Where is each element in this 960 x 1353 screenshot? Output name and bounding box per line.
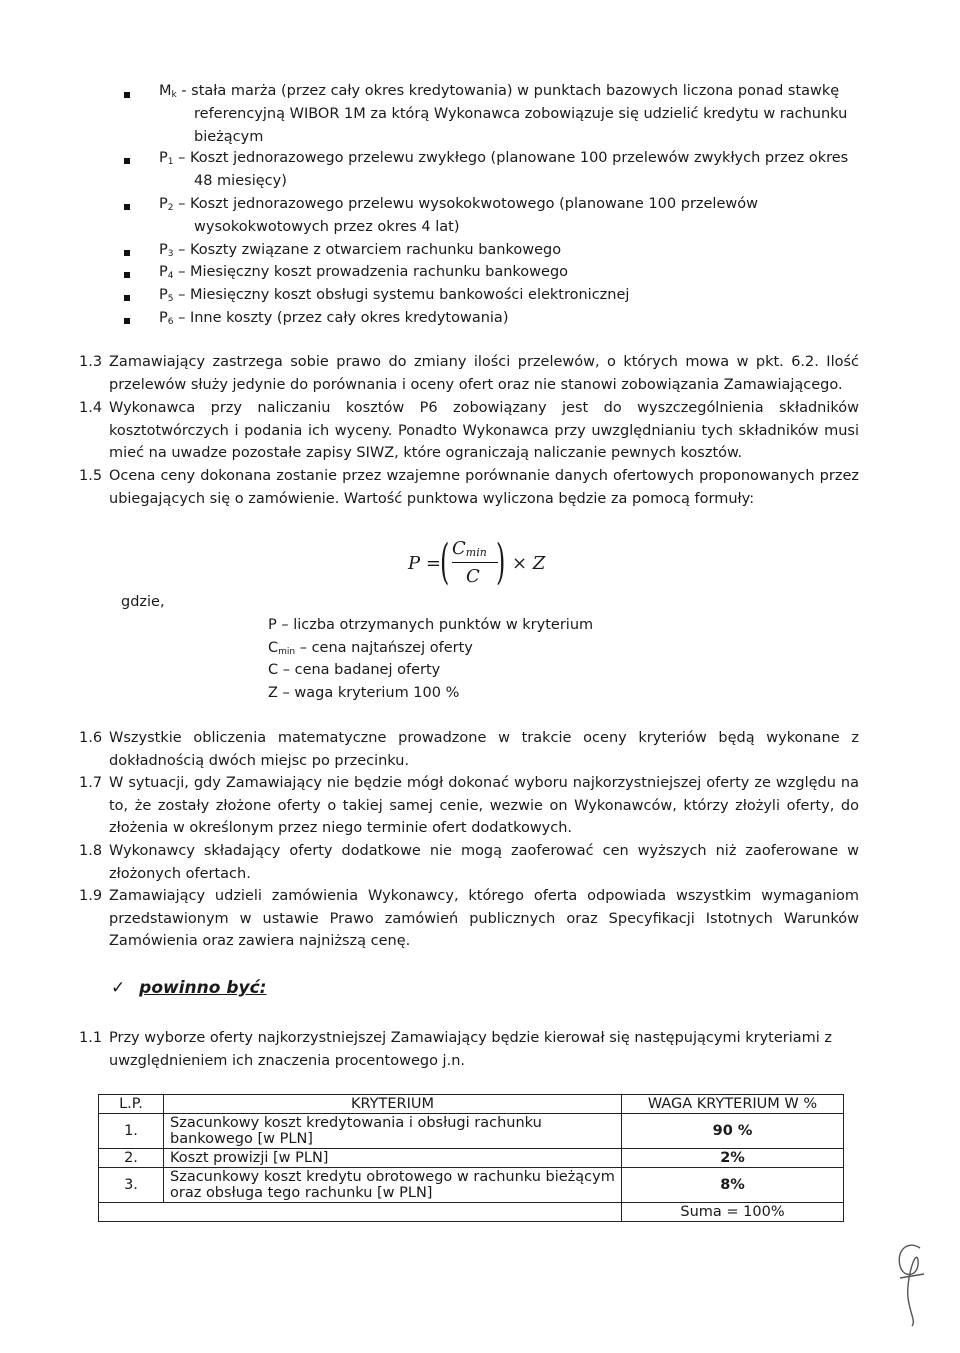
paragraph-1-3 [79,351,859,396]
cell-empty [99,1203,164,1222]
bullet-marker [124,318,130,324]
table-row [99,1114,844,1149]
header-criterion: KRYTERIUM [164,1095,622,1114]
paragraph-number: 1.6 [79,730,103,746]
cell-sum: Suma = 100% [622,1203,844,1222]
bullet-marker [124,272,130,278]
paragraph-1-7 [79,772,859,840]
paragraph-1-4 [79,397,859,465]
formula-denominator: C [466,566,480,587]
paragraph-number: 1.4 [79,400,103,416]
paragraph-1-1 [79,1027,859,1072]
list-item: $P_4$ – Miesięczny koszt prowadzenia rachunku bankowego [159,264,569,281]
list-item: $P_5$ – Miesięczny koszt obsługi systemu bankowości elektronicznej [159,287,630,304]
paragraph-text: Zamawiający udzieli zamówienia Wykonawcy, którego oferta odpowiada wszystkim wymaganiom przedstawionym w ustawie Prawo zamówień publicznych oraz Specyfikacji Istotnych Warunków Zamówienia oraz zawiera najniższą cenę. [109,888,859,949]
cell-lp: 1. [99,1114,164,1149]
list-item-cont: wysokokwotowych przez okres 4 lat) [194,219,460,235]
paragraph-number: 1.9 [79,888,103,904]
list-item: $P_2$ – Koszt jednorazowego przelewu wysokokwotowego (planowane 100 przelewów [159,196,758,213]
bullet-marker [124,92,130,98]
fraction-bar [452,562,498,563]
formula-rhs: × Z [512,553,546,574]
paragraph-number: 1.3 [79,354,103,370]
paragraph-1-8 [79,840,859,885]
paragraph-text: Wykonawcy składający oferty dodatkowe nie mogą zaoferować cen wyższych niż zaoferowane w złożonych ofertach. [109,843,859,882]
paragraph-text: Zamawiający zastrzega sobie prawo do zmiany ilości przelewów, o których mowa w pkt. 6.2. Ilość przelewów służy jedynie do porównania i oceny ofert oraz nie stanowi zobowiązania Zamawiającego. [109,354,859,393]
definition-c: C – cena badanej oferty [268,662,441,678]
cell-lp: 2. [99,1149,164,1168]
cell-empty [164,1203,622,1222]
paragraph-text: Ocena ceny dokonana zostanie przez wzajemne porównanie danych ofertowych proponowanych przez ubiegających się o zamówienie. Wartość punktowa wyliczona będzie za pomocą formuły: [109,468,859,507]
bullet-marker [124,250,130,256]
table-row [99,1168,844,1203]
left-paren: ( [440,534,450,590]
paragraph-text: Przy wyborze oferty najkorzystniejszej Zamawiający będzie kierował się następującymi kryteriami z uwzględnieniem ich znaczenia procentowego j.n. [109,1030,833,1069]
bullet-marker [124,295,130,301]
paragraph-number: 1.5 [79,468,103,484]
list-item: $P_6$ – Inne koszty (przez cały okres kredytowania) [159,310,509,327]
list-item-cont: referencyjną WIBOR 1M za którą Wykonawca zobowiązuje się udzielić kredytu w rachunku bieżącym [194,106,848,145]
where-label: gdzie, [121,594,165,610]
definition-p: P – liczba otrzymanych punktów w kryterium [268,617,594,633]
paragraph-number: 1.8 [79,843,103,859]
paragraph-1-9 [79,885,859,953]
definition-cmin: $C_{min}$ – cena najtańszej oferty [268,640,473,657]
cell-weight: 8% [622,1168,844,1203]
table-sum-row [99,1203,844,1222]
cell-weight: 90 % [622,1114,844,1149]
bullet-marker [124,158,130,164]
definition-z: Z – waga kryterium 100 % [268,685,460,701]
cell-weight: 2% [622,1149,844,1168]
list-item: $P_3$ – Koszty związane z otwarciem rachunku bankowego [159,242,562,259]
list-item: $M_k$ - stała marża (przez cały okres kredytowania) w punktach bazowych liczona ponad stawkę [159,83,840,100]
criteria-table [98,1094,844,1222]
list-item-cont: 48 miesięcy) [194,173,287,189]
paragraph-number: 1.1 [79,1030,103,1046]
cell-criterion: Koszt prowizji [w PLN] [164,1149,622,1168]
paragraph-1-6 [79,727,859,772]
formula-lhs: P = [408,553,441,574]
paragraph-1-5 [79,465,859,510]
cell-criterion: Szacunkowy koszt kredytowania i obsługi rachunku bankowego [w PLN] [164,1114,622,1149]
right-paren: ) [496,534,506,590]
cell-criterion: Szacunkowy koszt kredytu obrotowego w rachunku bieżącym oraz obsługa tego rachunku [w PLN] [164,1168,622,1203]
bullet-marker [124,204,130,210]
score-formula [408,534,558,598]
header-weight: WAGA KRYTERIUM W % [622,1095,844,1114]
should-be-heading [111,978,266,998]
header-lp: L.P. [99,1095,164,1114]
signature-mark [890,1238,930,1328]
table-header-row [99,1095,844,1114]
table-row [99,1149,844,1168]
cell-lp: 3. [99,1168,164,1203]
checkmark-icon: ✓ [111,978,126,998]
heading-label: powinno być: [139,978,267,998]
paragraph-text: W sytuacji, gdy Zamawiający nie będzie mógł dokonać wyboru najkorzystniejszej oferty ze względu na to, że zostały złożone oferty o takiej samej cenie, wezwie on Wykonawców, którzy złożyli oferty, do złożenia w określonym przez niego terminie ofert dodatkowych. [109,775,859,836]
paragraph-number: 1.7 [79,775,103,791]
list-item: $P_1$ – Koszt jednorazowego przelewu zwykłego (planowane 100 przelewów zwykłych przez okres [159,150,849,167]
formula-numerator: $C_{min}$ [452,538,487,559]
paragraph-text: Wykonawca przy naliczaniu kosztów P6 zobowiązany jest do wyszczególnienia składników kosztotwórczych i podania ich wyceny. Ponadto Wykonawca przy uwzględnianiu tych składników musi mieć na uwadze pozostałe zapisy SIWZ, które ograniczają naliczanie pewnych kosztów. [109,400,859,461]
paragraph-text: Wszystkie obliczenia matematyczne prowadzone w trakcie oceny kryteriów będą wykonane z dokładnością dwóch miejsc po przecinku. [109,730,859,769]
